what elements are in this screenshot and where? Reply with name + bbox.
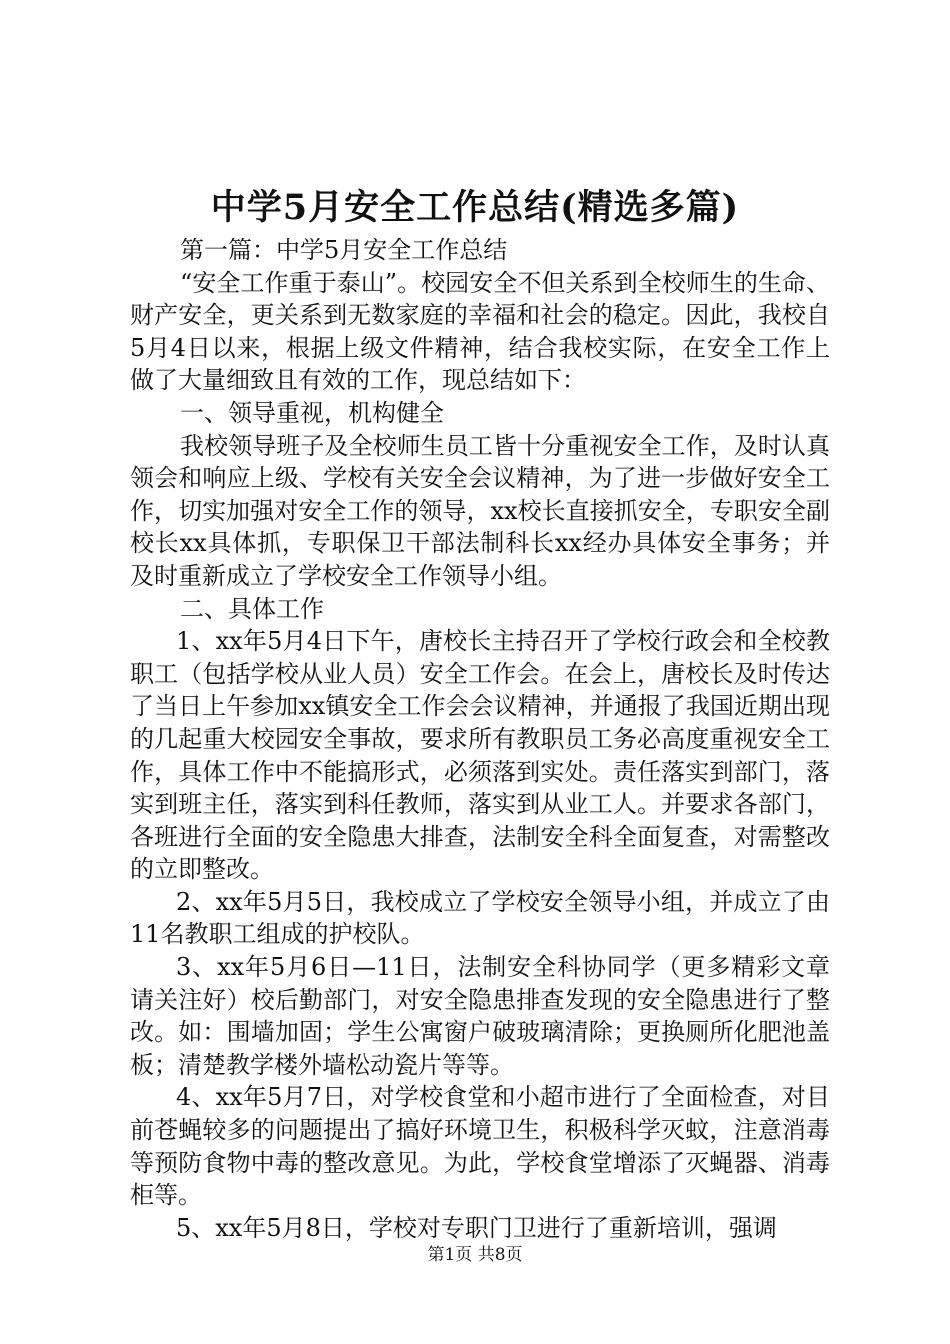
work-item-2: 2、xx年5月5日，我校成立了学校安全领导小组，并成立了由11名教职工组成的护校队。 (130, 887, 830, 949)
leadership-paragraph: 我校领导班子及全校师生员工皆十分重视安全工作，及时认真领会和响应上级、学校有关安全会议精神，为了进一步做好安全工作，切实加强对安全工作的领导，xx校长直接抓安全，专职安全副校长xx具体抓，专职保卫干部法制科长xx经办具体安全事务；并及时重新成立了学校安全工作领导小组。 (130, 431, 830, 590)
document-title: 中学5月安全工作总结(精选多篇) (210, 187, 740, 228)
page-number-footer: 第1页 共8页 (427, 1245, 523, 1265)
section-heading-1: 第一篇：中学5月安全工作总结 (180, 236, 508, 264)
work-item-3: 3、xx年5月6日—11日，法制安全科协同学（更多精彩文章请关注好）校后勤部门，对安全隐患排查发现的安全隐患进行了整改。如：围墙加固；学生公寓窗户破玻璃清除；更换厕所化肥池盖板；清楚教学楼外墙松动瓷片等等。 (130, 953, 830, 1079)
work-item-1: 1、xx年5月4日下午，唐校长主持召开了学校行政会和全校教职工（包括学校从业人员）安全工作会。在会上，唐校长及时传达了当日上午参加xx镇安全工作会会议精神，并通报了我国近期出现的几起重大校园安全事故，要求所有教职员工务必高度重视安全工作，具体工作中不能搞形式，必须落到实处。责任落实到部门，落实到班主任，落实到科任教师，落实到从业工人。并要求各部门，各班进行全面的安全隐患大排查，法制安全科全面复查，对需整改的立即整改。 (130, 627, 830, 884)
work-item-5: 5、xx年5月8日，学校对专职门卫进行了重新培训，强调 (176, 1213, 777, 1242)
work-item-4: 4、xx年5月7日，对学校食堂和小超市进行了全面检查，对目前苍蝇较多的问题提出了搞好环境卫生，积极科学灭蚊，注意消毒等预防食物中毒的整改意见。为此，学校食堂增添了灭蝇器、消毒柜等。 (130, 1083, 830, 1210)
intro-paragraph: “安全工作重于泰山”。校园安全不但关系到全校师生的生命、财产安全，更关系到无数家庭的幸福和社会的稳定。因此，我校自5月4日以来，根据上级文件精神，结合我校实际，在安全工作上做了大量细致且有效的工作，现总结如下： (130, 268, 830, 395)
document-body (130, 234, 830, 1244)
section-heading-work: 二、具体工作 (180, 594, 324, 623)
section-heading-leadership: 一、领导重视，机构健全 (180, 398, 444, 427)
